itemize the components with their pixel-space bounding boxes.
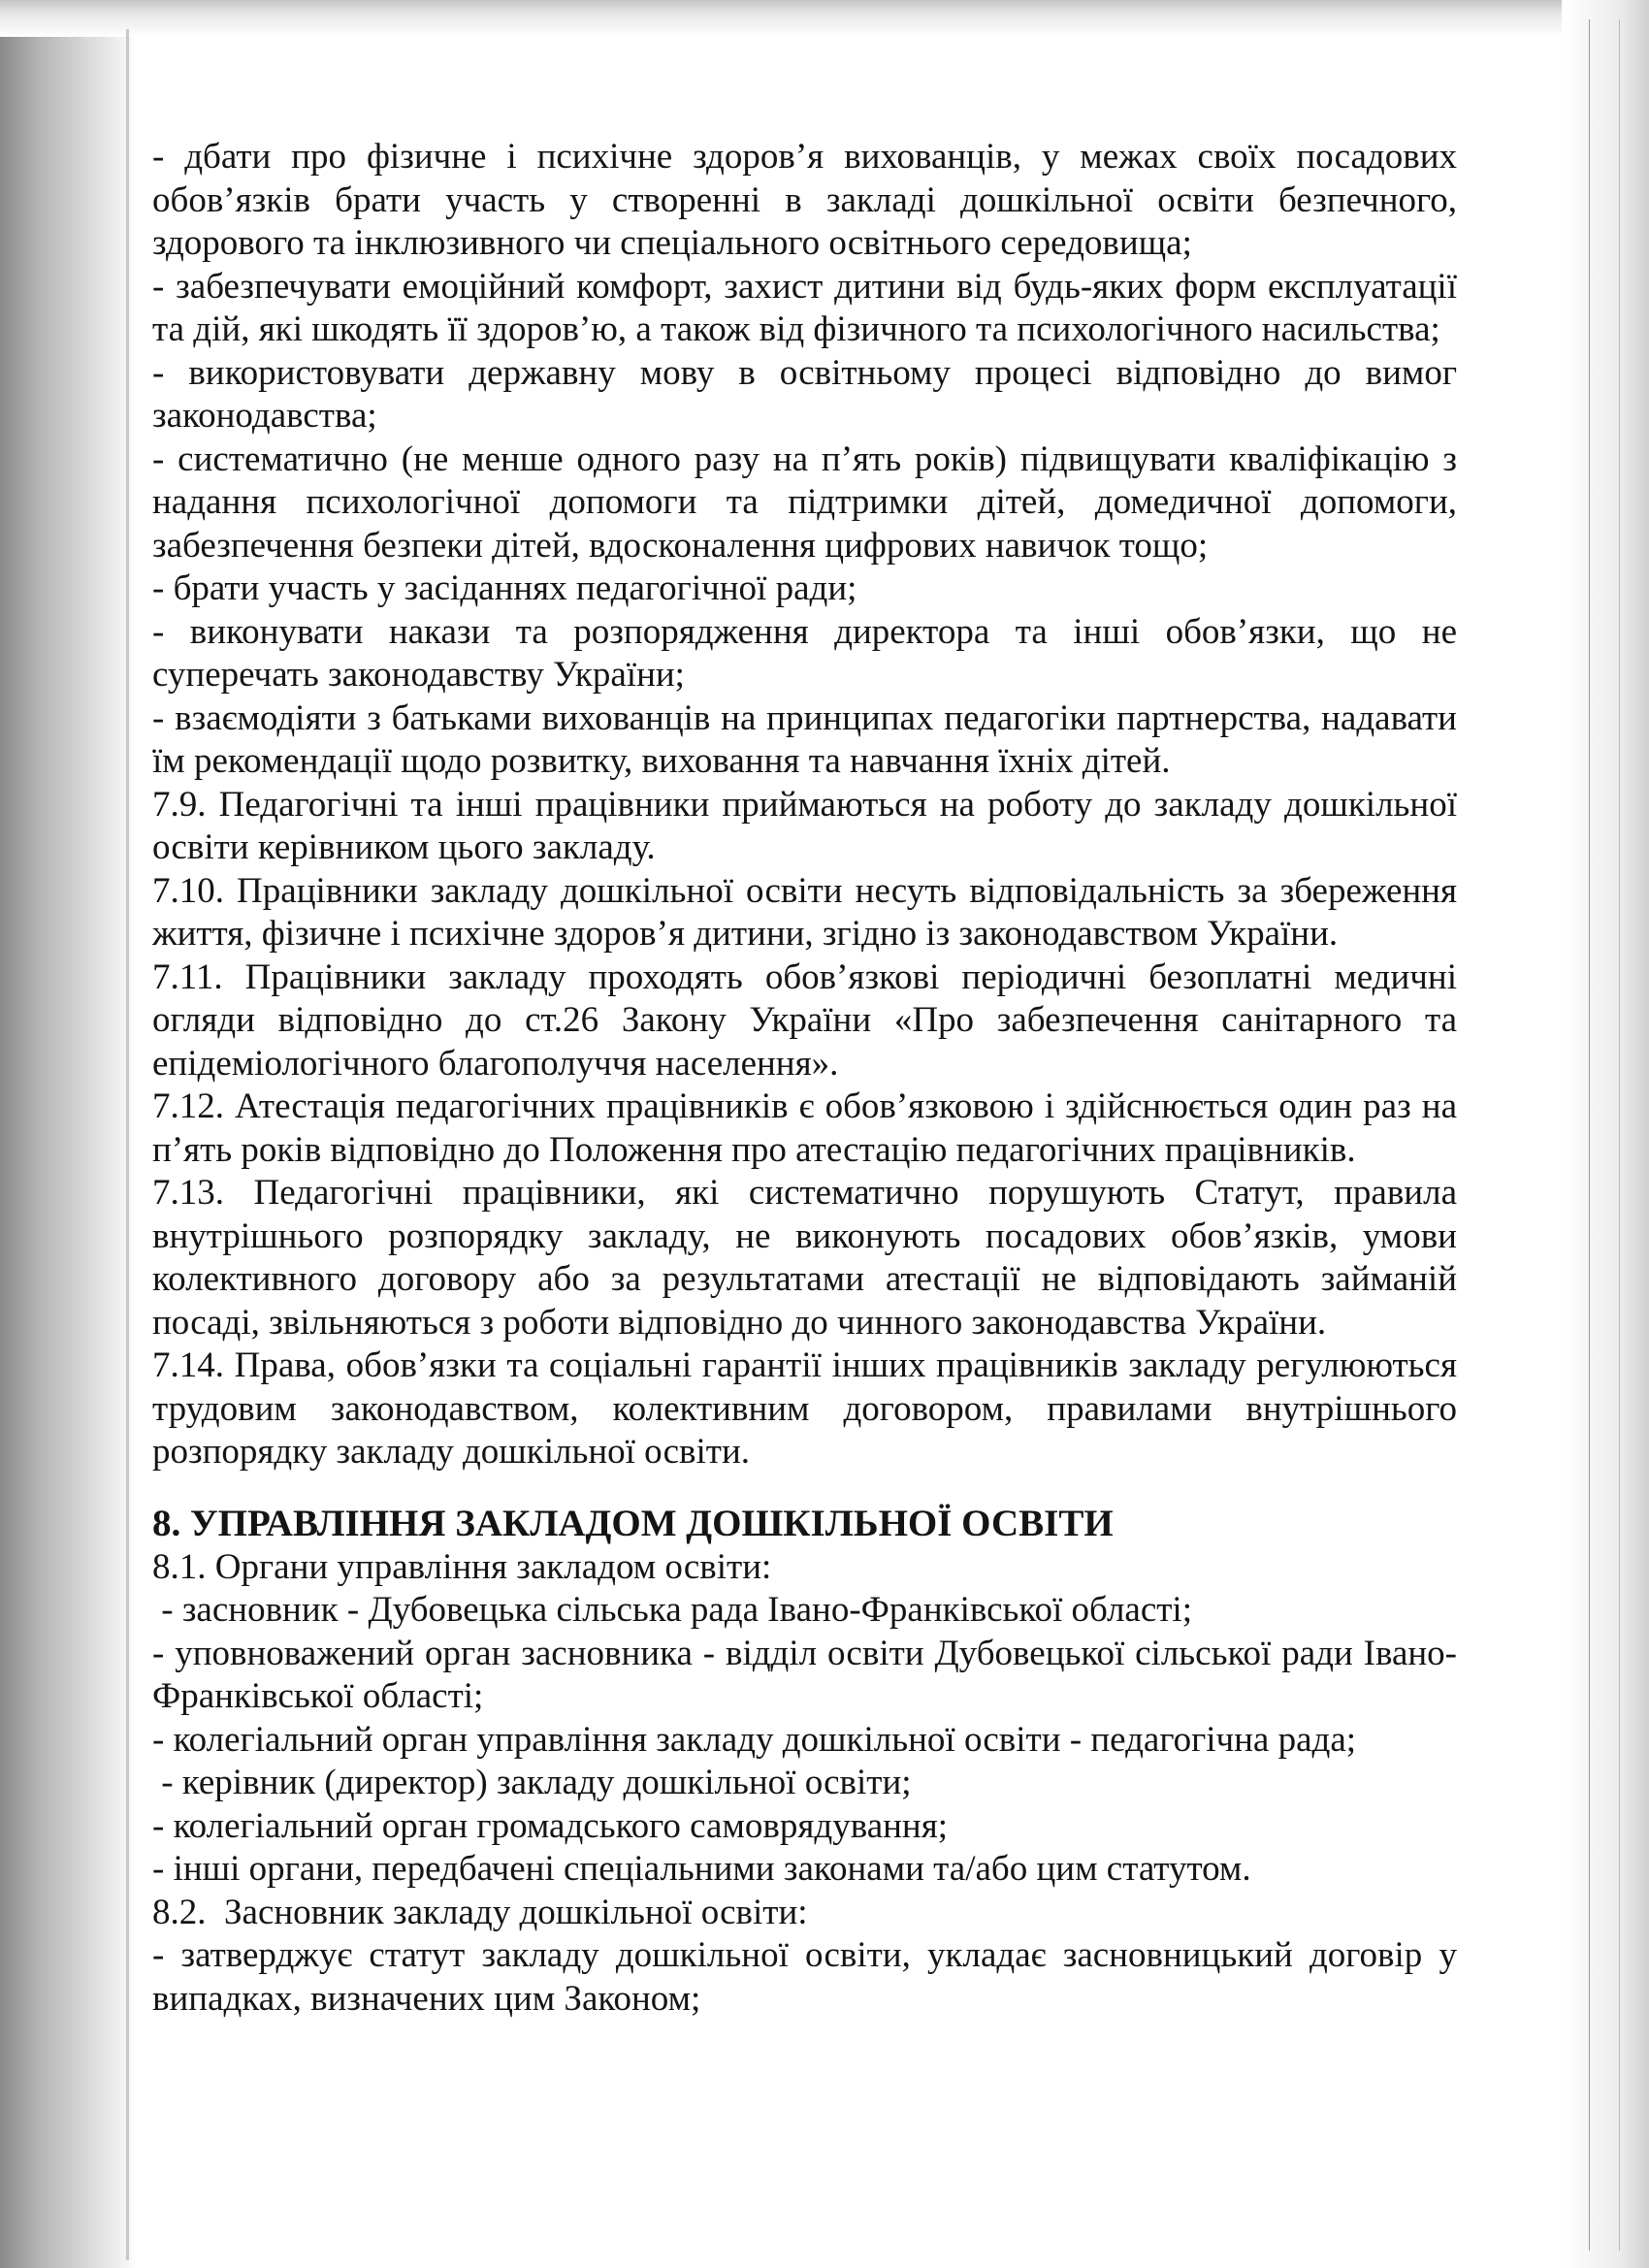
clause-7-9: 7.9. Педагогічні та інші працівники приймаються на роботу до закладу дошкільної освіти керівником цього закладу.	[152, 784, 1457, 867]
duty-item: - взаємодіяти з батьками вихованців на принципах педагогіки партнерства, надавати їм рекомендації щодо розвитку, виховання та навчання їхніх дітей.	[152, 697, 1457, 781]
scan-edge-top	[0, 0, 1649, 37]
governance-body-item: - уповноважений орган засновника - відділ освіти Дубовецької сільської ради Івано-Франківської області;	[152, 1633, 1457, 1716]
duty-item: - дбати про фізичне і психічне здоров’я вихованців, у межах своїх посадових обов’язків брати участь у створенні в закладі дошкільної освіти безпечного, здорового та інклюзивного чи спеціального освітнього середовища;	[152, 137, 1457, 263]
founder-duty-item: - затверджує статут закладу дошкільної освіти, укладає засновницький договір у випадках, визначених цим Законом;	[152, 1935, 1457, 2019]
governance-body-item: - колегіальний орган управління закладу дошкільної освіти - педагогічна рада;	[152, 1719, 1357, 1760]
page-shadow-line	[126, 29, 129, 2260]
clause-7-12: 7.12. Атестація педагогічних працівників є обов’язковою і здійснюється один раз на п’ять років відповідно до Положення про атестацію педагогічних працівників.	[152, 1086, 1457, 1170]
governance-body-item: - колегіальний орган громадського самоврядування;	[152, 1805, 949, 1846]
duty-item: - виконувати накази та розпорядження директора та інші обов’язки, що не суперечать законодавству України;	[152, 611, 1457, 695]
clause-7-10: 7.10. Працівники закладу дошкільної освіти несуть відповідальність за збереження життя, фізичне і психічне здоров’я дитини, згідно із законодавством України.	[152, 870, 1457, 954]
scan-edge-left	[0, 0, 136, 2268]
clause-7-11: 7.11. Працівники закладу проходять обов’язкові періодичні безоплатні медичні огляди відповідно до ст.26 Закону України «Про забезпечення санітарного та епідеміологічного благополуччя населення».	[152, 956, 1457, 1084]
clause-8-1-title: 8.1. Органи управління закладом освіти:	[152, 1546, 772, 1587]
governance-body-item: - засновник - Дубовецька сільська рада Івано-Франківської області;	[152, 1590, 1192, 1630]
duty-item: - використовувати державну мову в освітньому процесі відповідно до вимог законодавства;	[152, 352, 1457, 436]
governance-body-item: - керівник (директор) закладу дошкільної освіти;	[152, 1763, 912, 1802]
clause-8-2-title: 8.2. Засновник закладу дошкільної освіти:	[152, 1892, 808, 1932]
duty-item: - забезпечувати емоційний комфорт, захист дитини від будь-яких форм експлуатації та дій, які шкодять її здоров’ю, а також від фізичного та психологічного насильства;	[152, 266, 1457, 349]
duty-item: - систематично (не менше одного разу на п’ять років) підвищувати кваліфікацію з надання психологічної допомоги та підтримки дітей, домедичної допомоги, забезпечення безпеки дітей, вдосконалення цифрових навичок тощо;	[152, 438, 1457, 566]
page-stack-edge	[1589, 19, 1620, 2251]
section-8-heading: 8. УПРАВЛІННЯ ЗАКЛАДОМ ДОШКІЛЬНОЇ ОСВІТИ	[152, 1502, 1114, 1544]
clause-7-14: 7.14. Права, обов’язки та соціальні гарантії інших працівників закладу регулюються трудовим законодавством, колективним договором, правилами внутрішнього розпорядку закладу дошкільної освіти.	[152, 1345, 1457, 1472]
clause-7-13: 7.13. Педагогічні працівники, які систематично порушують Статут, правила внутрішнього розпорядку закладу, не виконують посадових обов’язків, умови колективного договору або за результатами атестації не відповідають займаній посаді, звільняються з роботи відповідно до чинного законодавства України.	[152, 1173, 1457, 1343]
governance-body-item: - інші органи, передбачені спеціальними законами та/або цим статутом.	[152, 1849, 1251, 1889]
document-page	[152, 136, 1457, 2021]
duty-item: - брати участь у засіданнях педагогічної ради;	[152, 568, 857, 608]
